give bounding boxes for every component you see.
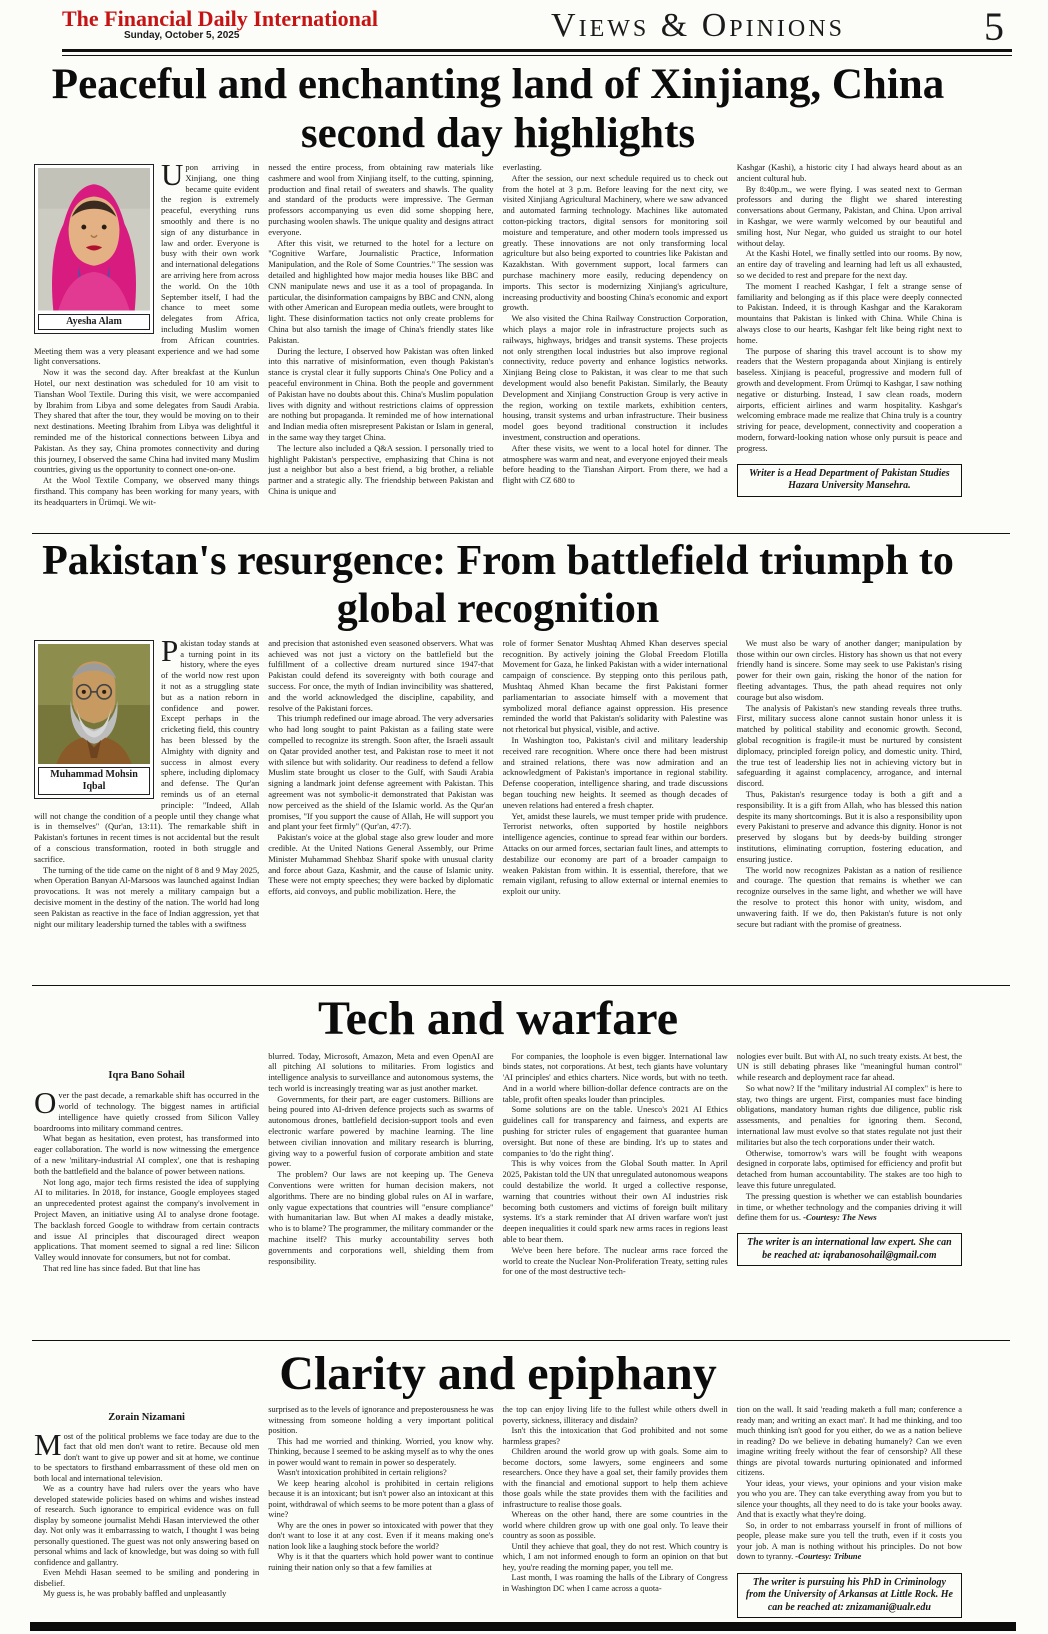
article-column — [503, 1051, 728, 1335]
article-paragraph: The pressing question is whether we can establish boundaries in time, or whether technology and the companies driving it will define them for us. -Courtesy: The News — [736, 1190, 962, 1223]
article-paragraph: This triumph redefined our image abroad. The very adversaries who had long sought to paint Pakistan as a failing state were compelled to recognize its strength. Soon after, the Israeli assault on Qatar provided another test, and Pakistan rose to meet it not with silence but with solidarity. Our readiness to defend a fellow Muslim state brought us closer to the Gulf, with Saudi Arabia signing a landmark joint defense agreement with Pakistan. This agreement was not symbolic-it demonstrated that Pakistan was now perceived as the shield of the Islamic world. As the Qur'an promises, "If you support the cause of Allah, He will support you and plant your feet firmly" (Qur'an, 47:7). — [268, 713, 494, 832]
article-divider — [32, 985, 1010, 986]
article-paragraph: So what now? If the "military industrial AI complex" is here to stay, two things are urgent. First, companies must face binding obligations, mandatory human rights due diligence, public risk assessments, and penalties for ignoring them. Second, international law must evolve so that states regulate not just their militaries but also the tech corporations under their watch. — [736, 1082, 962, 1147]
drop-cap: O — [34, 1085, 57, 1121]
article-column — [34, 1051, 259, 1335]
author-credential-box: Writer is a Head Department of Pakistan Studies Hazara University Mansehra. — [737, 464, 962, 497]
article-paragraph: For companies, the loophole is even bigger. International law binds states, not corporations. At best, tech giants have voluntary 'AI principles' and ethics charters. Nice words, but with no teeth. And in a world where billion-dollar defence contracts are on the table, profit often speaks louder than principles. — [502, 1050, 728, 1104]
article-paragraph: We must also be wary of another danger; manipulation by those within our own circles. History has shown us that not every friendly hand is sincere. Some may seek to use Pakistan's rising power for their own gain, risking the honor of the nation for fleeting advantages. Thus, the path ahead requires not only courage but also wisdom. — [736, 637, 962, 702]
courtesy-credit: -Courtesy: The News — [803, 1212, 877, 1223]
article-body — [34, 162, 962, 528]
article-column — [268, 1051, 493, 1335]
drop-cap: U — [161, 162, 184, 193]
article-paragraph: The analysis of Pakistan's new standing reveals three truths. First, military success alone cannot sustain honor unless it is matched by political stability and economic growth. Second, global recognition is fragile-it must be nurtured by consistent diplomacy, principled foreign policy, and domestic unity. Third, the true test of leadership lies not in achieving victory but in safeguarding it against complacency, arrogance, and internal discord. — [736, 702, 962, 789]
article-paragraph: role of former Senator Mushtaq Ahmed Khan deserves special recognition. By actively joining the Global Freedom Flotilla Movement for Gaza, he linked Pakistan with a wider international campaign of conscience. By stepping onto this perilous path, Mushtaq Ahmed Khan became the first Pakistani former parliamentarian to associate himself with a movement that symbolized moral defiance against oppression. His presence reminded the world that Pakistan's solidarity with Palestine was not rhetorical but physical, visible, and active. — [502, 637, 728, 735]
article-paragraph: The moment I reached Kashgar, I felt a strange sense of familiarity and belonging as if this place were deeply connected to Pakistan. Indeed, it is through Kashgar and the Karakoram mountains that Pakistan is linked with China. While China is always close to our hearts, Kashgar felt like being right next to home. — [736, 280, 962, 345]
masthead — [0, 0, 1048, 47]
page-number: 5 — [984, 4, 1004, 49]
article-paragraph: Pakistan's voice at the global stage also grew louder and more credible. At the United Nations General Assembly, our Prime Minister Muhammad Shehbaz Sharif spoke with unusual clarity and force about Gaza, Kashmir, and the cause of Islamic unity. These were not empty speeches; they were backed by diplomatic efforts, aid convoys, and public mobilization. Here, the — [268, 832, 494, 897]
article-paragraph: Not long ago, major tech firms resisted the idea of supplying AI to militaries. In 2018, for instance, Google employees staged an unprecedented protest against the company's involvement in Project Maven, an initiative using AI to analyse drone footage. The backlash forced Google to withdraw from certain contracts and issue AI principles that discouraged direct weapon applications. That moment seemed to signal a red line: Silicon Valley would innovate for consumers, but not for combat. — [34, 1176, 260, 1263]
article-paragraph: At the Wool Textile Company, we observed many things firsthand. This company has been working for many years, with its headquarters in Ürümqi. We wit- — [34, 475, 260, 507]
article-paragraph: The world now recognizes Pakistan as a nation of resilience and courage. The question that remains is whether we can recognize ourselves in the same light, and whether we will have the resolve to protect this honor with unity, wisdom, and unwavering faith. If we do, then Pakistan's future is not only secure but radiant with the promise of greatness. — [736, 864, 962, 929]
article-paragraph: At the Kashi Hotel, we finally settled into our rooms. By now, an entire day of traveling and learning had left us all exhausted, so we decided to rest and prepare for the next day. — [736, 248, 962, 280]
article-column — [737, 1051, 962, 1335]
author-credential-box: The writer is an international law expert. She can be reached at: iqrabanosohail@gmail.com — [737, 1233, 962, 1266]
article-paragraph: We also visited the China Railway Construction Corporation, which plays a major role in infrastructure projects such as railways, highways, bridges and transit systems. These projects not only strengthen local industries but also improve regional connectivity, reduce poverty and enhance logistics networks. Xinjiang Being close to Pakistan, it was clear to me that such development would also benefit Pakistan. Similarly, the Beauty Development and Xinjiang Construction Group is very active in the region, working on textile markets, exhibition centers, housing, transit systems and urban infrastructure. Their business model goes beyond traditional construction it includes investment, construction and operations. — [502, 313, 728, 442]
article-divider — [32, 533, 1010, 534]
article-column — [34, 638, 259, 980]
article-column — [503, 162, 728, 528]
article-paragraph: Whereas on the other hand, there are some countries in the world where children grow up with one goal only. To leave their country as soon as possible. — [502, 1510, 728, 1541]
author-photo-caption: Muhammad Mohsin Iqbal — [38, 767, 150, 795]
article-column — [268, 1405, 493, 1634]
article-paragraph: What began as hesitation, even protest, has transformed into eager collaboration. The world is now witnessing the emergence of a new 'military-industrial AI complex', one that is reshaping both the battlefield and the balance of power between nations. — [34, 1133, 260, 1176]
author-byline: Zorain Nizamani — [108, 1412, 185, 1424]
article-paragraph: Kashgar (Kashi), a historic city I had always heard about as an ancient cultural hub. — [736, 162, 962, 183]
article-paragraph: So, in order to not embarrass yourself in front of millions of people, please make sure you tell the truth, even if it costs you your job. A man is nothing without his principles. Do not bow down to tyranny. -Courtesy: Tribune — [736, 1520, 962, 1562]
article-clarity-and-epiphany — [0, 1347, 1048, 1634]
article-paragraph: Upon arriving in Xinjiang, one thing became quite evident the region is extremely peaceful, everything runs smoothly and there is no sign of any disturbance in law and order. Everyone is busy with their own work and international delegations are arriving here from across the world. On the 10th September itself, I had the chance to meet some delegates from Africa, including Muslim women from African countries. Meeting them was a very pleasant experience and we had some light conversations. — [34, 162, 260, 367]
article-paragraph: Even Mehdi Hasan seemed to be smiling and pondering in disbelief. — [34, 1568, 260, 1588]
article-column — [737, 1405, 962, 1634]
article-headline: Clarity and epiphany — [279, 1346, 717, 1400]
article-paragraph: We've been here before. The nuclear arms race forced the world to create the Nuclear Non-Proliferation Treaty, setting rules for one of the most destructive tech- — [502, 1244, 728, 1277]
article-body — [34, 1051, 962, 1335]
article-paragraph: Why are the ones in power so intoxicated with power that they don't want to lose it at any cost. Even if it means making one's nation look like a laughing stock before the world? — [268, 1520, 494, 1551]
article-xinjiang-travelogue — [0, 60, 1048, 528]
article-paragraph: Pakistan today stands at a turning point in its history, where the eyes of the world now rest upon it not as a struggling state but as a nation reborn in confidence and power. Except perhaps in the cricketing field, this country has been blessed by the Almighty with dignity and success in almost every sphere, including diplomacy and defense. The Qur'an reminds us of an eternal principle: "Indeed, Allah will not change the condition of a people until they change what is in themselves" (Qur'an, 13:11). The remarkable shift in Pakistan's fortunes in recent times is not accidental but the result of a conscious transformation, rooted in both struggle and sacrifice. — [34, 637, 260, 864]
article-paragraph: Some solutions are on the table. Unesco's 2021 AI Ethics guidelines call for transparency and fairness, and experts are pushing for stricter rules of engagement that guarantee human oversight. But none of these are binding. It's up to states and companies to 'do the right thing'. — [502, 1104, 728, 1158]
article-paragraph: The turning of the tide came on the night of 8 and 9 May 2025, when Operation Banyan Al-Marsoos was launched against Indian provocations. It was not merely a military campaign but a decisive moment in the destiny of the nation. The world had long seen Pakistan as reactive in the face of Indian aggression, yet that night our military leadership turned the tables with a swiftness — [34, 864, 260, 929]
woman-portrait-pink-hijab-icon — [38, 168, 150, 311]
article-paragraph: the top can enjoy living life to the fullest while others dwell in poverty, sickness, illiteracy and disdain? — [502, 1405, 728, 1425]
paper-name: The Financial Daily International — [62, 6, 378, 31]
article-headline: Peaceful and enchanting land of Xinjiang, China second day highlights — [51, 61, 945, 158]
article-paragraph: We keep hearing alcohol is prohibited in certain religions because it is an intoxicant; but isn't power also an intoxicant at this point, withdrawal of which seems to be more potent than a glass of wine? — [268, 1478, 494, 1520]
article-headline: Pakistan's resurgence: From battlefield triumph to global recognition — [42, 538, 954, 632]
author-credential-box: The writer is pursuing his PhD in Criminology from the University of Arkansas at Little Rock. He can be reached at: znizamani@ualr.edu — [737, 1573, 962, 1619]
article-paragraph: After these visits, we went to a local hotel for dinner. The atmosphere was warm and neat, and everyone enjoyed their meals before heading to the Tianshan Airport. From there, we had a flight with CZ 680 to — [502, 442, 728, 486]
masthead-rule — [62, 49, 1012, 56]
article-paragraph: Last month, I was roaming the halls of the Library of Congress in Washington DC when I came across a quota- — [502, 1573, 728, 1593]
article-paragraph: everlasting. — [502, 162, 542, 173]
article-paragraph: That red line has since faded. But that line has — [43, 1263, 201, 1274]
article-paragraph: The lecture also included a Q&A session. I personally tried to highlight Pakistan's perspective, emphasizing that China is not just a neighbor but also a best friend, a big brother, a reliable partner and a strategic ally. The friendship between Pakistan and China is unique and — [268, 442, 494, 496]
masthead-brand — [62, 7, 432, 42]
article-paragraph: Until they achieve that goal, they do not rest. Which country is which, I am not informed enough to form an opinion on that but hey, you're reading the morning paper, you tell me. — [502, 1541, 728, 1572]
man-portrait-grey-beard-glasses-icon — [38, 644, 150, 764]
article-paragraph: Your ideas, your views, your opinions and your vision make you who you are. They can take everything away from you but to silence your thoughts, all they need to do is take your books away. And that is exactly what they're doing. — [736, 1478, 962, 1520]
article-paragraph: Otherwise, tomorrow's wars will be fought with weapons designed in corporate labs, optimised for efficiency and profit but detached from human accountability. The stakes are too high to leave this future unregulated. — [736, 1147, 962, 1191]
article-paragraph: My guess is, he was probably baffled and unpleasantly — [43, 1589, 227, 1599]
article-paragraph: nologies ever built. But with AI, no such treaty exists. At best, the UN is still debating phrases like "meaningful human control" while research and deployment race far ahead. — [736, 1050, 962, 1083]
article-column — [737, 162, 962, 528]
article-paragraph: Yet, amidst these laurels, we must temper pride with prudence. Terrorist networks, often supported by hostile neighbors intelligence agencies, continue to spread fear within our borders. Attacks on our armed forces, sectarian fault lines, and attempts to destabilize our economy are part of a broader campaign to weaken Pakistan from within. It is essential, therefore, that we remain vigilant, refusing to allow external or internal enemies to exploit our unity. — [502, 810, 728, 897]
article-paragraph: Wasn't intoxication prohibited in certain religions? — [277, 1468, 447, 1478]
article-paragraph: tion on the wall. It said 'reading maketh a full man; conference a ready man; and writing an exact man'. It had me thinking, and too much thinking isn't good for you either, do we as a nation believe in reading? Do we believe in debating humanely? Can we even imagine writing freely without the fear of censorship? All these things are pivotal towards nurturing opinionated and informed citizens. — [736, 1405, 962, 1478]
drop-cap: P — [161, 637, 179, 668]
article-column — [34, 1405, 259, 1634]
article-column — [268, 638, 493, 980]
article-paragraph: Children around the world grow up with goals. Some aim to become doctors, some lawyers, some engineers and some researchers. Once they have a goal set, their family provides them with the financial and emotional support to help them achieve those goals while the state provides them with the facilities and infrastructure to realise those goals. — [502, 1447, 728, 1509]
drop-cap: M — [34, 1426, 62, 1462]
section-title: Views & Opinions — [551, 7, 845, 44]
article-paragraph: During the lecture, I observed how Pakistan was often linked into this narrative of misinformation, even though Pakistan's stance is crystal clear it fully supports China's One Policy and a peaceful environment in China. Both the people and government of Pakistan have no doubts about this. China's Muslim population lives with dignity and without restrictions claims of oppression are nothing but propaganda. It reminded me of how international and Indian media often misrepresent Pakistan or Islam in general, in the same way they target China. — [268, 345, 494, 442]
article-paragraph: Over the past decade, a remarkable shift has occurred in the world of technology. The biggest names in artificial intelligence have quietly crossed from Silicon Valley boardrooms into military command centres. — [34, 1085, 260, 1133]
article-headline: Tech and warfare — [318, 991, 678, 1045]
article-column — [737, 638, 962, 980]
article-paragraph: nessed the entire process, from obtaining raw materials like cashmere and wool from Xinjiang itself, to the cutting, spinning, production and final retail of sweaters and shawls. The quality and standard of the products were impressive. The German professors accompanying us even did some shopping here, purchasing woolen shawls. The unique quality and designs attract everyone. — [268, 162, 494, 237]
article-paragraph: We as a country have had rulers over the years who have developed statewide policies based on whims and wishes instead of research. Such ignorance to empirical evidence was on full display by someone journalist Mehdi Hasan interviewed the other day. Not only was it embarrassing to watch, I thought I was being personally questioned. The guest was not only answering based on personal whims and lack of knowledge, but was doing so with full confidence and gallantry. — [34, 1484, 260, 1567]
article-paragraph: This had me worried and thinking. Worried, you know why. Thinking, because I seemed to be asking myself as to why the ones in power would want to remain in power so desperately. — [268, 1436, 494, 1467]
article-paragraph: By 8:40p.m., we were flying. I was seated next to German professors and during the flight we shared interesting conversations about Germany, Pakistan, and China. Upon arrival in Kashgar, we were warmly welcomed by our beautiful and smiling host, Nur Negar, who guided us straight to our hotel without delay. — [736, 183, 962, 248]
article-paragraph: blurred. Today, Microsoft, Amazon, Meta and even OpenAI are all pitching AI solutions to militaries. From logistics and intelligence analysis to surveillance and autonomous systems, the tech world is increasingly treating war as just another market. — [268, 1050, 494, 1093]
article-column — [503, 1405, 728, 1634]
article-column — [503, 638, 728, 980]
article-paragraph: Most of the political problems we face today are due to the fact that old men don't want to retire. Because old men don't want to give up power and sit at home, we continue to be spectators to firsthand embarrassment of these old men on both local and international television. — [34, 1426, 260, 1483]
article-paragraph: Governments, for their part, are eager customers. Billions are being poured into AI-driven defence projects such as swarms of autonomous drones, battlefield decision-support tools and even electronic warfare powered by machine learning. The line between civilian innovation and military research is blurring, giving way to a powerful fusion of corporate ambition and state power. — [268, 1093, 494, 1169]
article-column — [268, 162, 493, 528]
article-pakistan-resurgence — [0, 538, 1048, 980]
article-paragraph: Isn't this the intoxication that God prohibited and not some harmless grapes? — [502, 1426, 728, 1446]
article-paragraph: After this visit, we returned to the hotel for a lecture on "Cognitive Warfare, Journalistic Practice, Information Manipulation, and the Role of Some Countries." The session was detailed and highlighted how major media houses like BBC and CNN manipulate news and use it as a tool of propaganda. In particular, the disinformation campaigns by BBC and CNN, along with other American and European media outlets, were brought to light. These disinformation tactics not only create problems for China but also tarnish the image of China's friendly states like Pakistan. — [268, 237, 494, 345]
article-paragraph: Thus, Pakistan's resurgence today is both a gift and a responsibility. It is a gift from Allah, who has blessed this nation despite its many shortcomings. But it is also a responsibility upon every Pakistani to preserve and advance this dignity. Honor is not preserved by slogans but by deeds-by building stronger institutions, eliminating corruption, fostering education, and ensuring justice. — [736, 788, 962, 864]
article-paragraph: surprised as to the levels of ignorance and preposterousness he was witnessing from someone holding a very important political position. — [268, 1405, 494, 1436]
article-column — [34, 162, 259, 528]
courtesy-credit: -Courtesy: Tribune — [795, 1552, 862, 1562]
article-paragraph: and precision that astonished even seasoned observers. What was achieved was not just a victory on the battlefield but the fulfillment of a collective dream nurtured since 1947-that Pakistan could defend its sovereignty with both courage and success. For once, the myth of Indian invincibility was shattered, and the world acknowledged the discipline, capability, and resolve of the Pakistani forces. — [268, 637, 494, 713]
article-tech-and-warfare — [0, 992, 1048, 1335]
author-photo-frame — [34, 164, 154, 334]
issue-date: Sunday, October 5, 2025 — [124, 30, 240, 41]
article-body — [34, 638, 962, 980]
article-body — [34, 1405, 962, 1634]
author-photo-frame — [34, 640, 154, 799]
author-photo-caption: Ayesha Alam — [38, 314, 150, 330]
page-bottom-rule — [30, 1622, 1016, 1631]
article-paragraph: In Washington too, Pakistan's civil and military leadership received rare recognition. Where once there had been mistrust and strained relations, there was now admiration and an acknowledgment of Pakistan's importance in regional stability. Defense cooperation, intelligence sharing, and trade discussions began touching new heights. It seemed as though decades of uneven relations had entered a fresh chapter. — [502, 734, 728, 810]
article-paragraph: Why is it that the quarters which hold power want to continue ruining their nation only so that a few families at — [268, 1552, 494, 1572]
article-divider — [32, 1340, 1010, 1341]
article-paragraph: Now it was the second day. After breakfast at the Kunlun Hotel, our next destination was scheduled for 10 am visit to Tianshan Wool Textile. During this visit, we were accompanied by Ibrahim from Libya and some delegates from Saudi Arabia. They shared that after the tour, they would be moving on to their next destinations. Meeting Ibrahim from Libya was delightful it reminded me of the historical connections between Libya and Pakistan. As they say, China promotes connectivity and during this journey, I observed the same China had invited many Muslim countries, giving us the opportunity to connect one-on-one. — [34, 367, 260, 475]
article-paragraph: The purpose of sharing this travel account is to show my readers that the Western propaganda about Xinjiang is entirely baseless. Xinjiang is peaceful, progressive and modern full of growth and development. From Ürümqi to Kashgar, I saw nothing negative or disturbing. Instead, I saw clean roads, modern airports, efficient airlines and warm hospitality. Kashgar's welcoming embrace made me realize that China truly is a country striving for peace, development, connectivity and cooperation a modern, forward-looking nation whose only pursuit is peace and progress. — [736, 345, 962, 453]
author-byline: Iqra Bano Sohail — [108, 1069, 185, 1081]
article-paragraph: After the session, our next schedule required us to check out from the hotel at 3 p.m. Before leaving for the next city, we visited Xinjiang Agricultural Machinery, where we saw advanced and automated farming technology. Machines like automated cotton-picking tractors, digital sensors for monitoring soil moisture and temperature, and other modern tools impressed us greatly. These innovations are not only transforming local agriculture but also being exported to countries like Pakistan and Kazakhstan. With government support, local farmers can purchase machinery more easily, reducing dependency on imports. This sector is modernizing Xinjiang's agriculture, increasing productivity and boosting China's economic and export growth. — [502, 172, 728, 313]
article-paragraph: The problem? Our laws are not keeping up. The Geneva Conventions were written for human decision makers, not algorithms. There are no binding global rules on AI in warfare, only vague expectations that countries will "ensure compliance" with humanitarian law. But when AI makes a deadly mistake, who is to blame? The programmer, the military commander or the machine itself? This murky accountability serves both governments and corporations well, shielding them from responsibility. — [268, 1169, 494, 1266]
article-paragraph: This is why voices from the Global South matter. In April 2025, Pakistan told the UN that unregulated autonomous weapons could destabilize the world. It urged a collective response, warning that countries without their own AI industries risk becoming both customers and victims of foreign built military systems. It's a stark reminder that AI driven warfare won't just deepen inequalities it could spark new arms races in regions least able to bear them. — [502, 1158, 728, 1245]
